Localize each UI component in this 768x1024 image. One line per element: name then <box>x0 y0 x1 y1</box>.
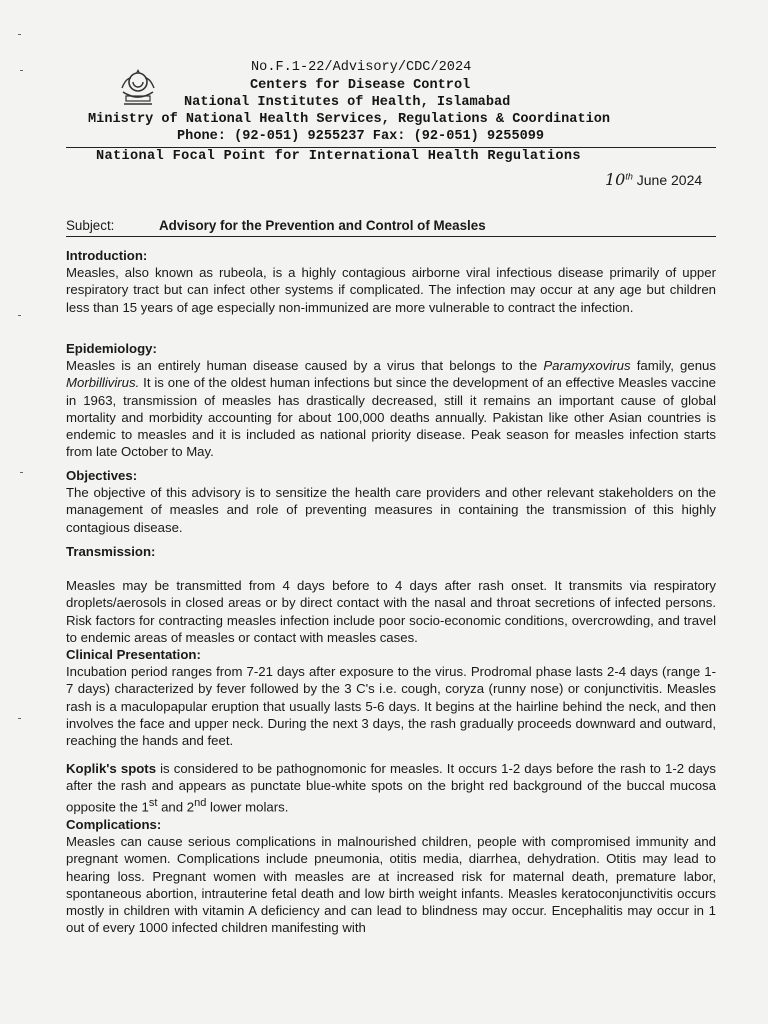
koplik-paragraph: Koplik's spots is considered to be pathognomonic for measles. It occurs 1-2 days before the rash to 1-2 days after the rash and appears as punctate blue-white spots on the bright red background of the buccal mucosa opposite the 1st and 2nd lower molars. <box>66 761 716 815</box>
subject-text: Advisory for the Prevention and Control of Measles <box>159 218 486 233</box>
complications-heading: Complications: <box>66 817 162 832</box>
header-rule <box>66 147 716 148</box>
section-epidemiology <box>66 340 716 460</box>
scan-mark <box>18 718 21 719</box>
date-suffix: th <box>625 171 633 182</box>
objectives-heading: Objectives: <box>66 468 138 483</box>
subject-rule <box>66 236 716 237</box>
contact-line: Phone: (92-051) 9255237 Fax: (92-051) 9255099 <box>177 129 545 144</box>
complications-body: Measles can cause serious complications in malnourished children, people with compromised immunity and pregnant women. Complications include pneumonia, otitis media, diarrhea, dehydration. Otitis may lead to hearing loss. Pregnant women with measles are at increased risk for maternal death, premature labor, spontaneous abortion, intrauterine fetal death and low birth weight infants. Measles keratoconjunctivitis occurs mostly in children with vitamin A deficiency and can lead to blindness may occur. Encephalitis may occur in 1 out of every 1000 infected children manifesting with <box>66 834 716 936</box>
clinical-body: Incubation period ranges from 7-21 days after exposure to the virus. Prodromal phase lasts 2-4 days (range 1-7 days) characterized by fever followed by the 3 C's i.e. cough, coryza (runny nose) or conjunctivitis. Measles rash is a maculopapular eruption that usually lasts 5-6 days. It begins at the hairline behind the neck, and then involves the face and upper neck. During the next 3 days, the rash gradually proceeds downward and outward, reaching the hands and feet. <box>66 664 716 749</box>
introduction-body: Measles, also known as rubeola, is a highly contagious airborne viral infectious disease primarily of upper respiratory tract but can infect other systems if complicated. The infection may occur at any age but children less than 15 years of age especially non-immunized are more vulnerable to contract the infection. <box>66 265 716 315</box>
scan-mark <box>20 472 23 473</box>
subject-label: Subject: <box>66 218 115 233</box>
date-day: 10 <box>605 170 626 189</box>
section-introduction <box>66 247 716 316</box>
ministry-name: Ministry of National Health Services, Regulations & Coordination <box>88 112 611 127</box>
scan-mark <box>18 34 21 35</box>
section-transmission <box>66 543 716 646</box>
introduction-heading: Introduction: <box>66 248 148 263</box>
clinical-heading: Clinical Presentation: <box>66 647 201 662</box>
koplik-term: Koplik's spots <box>66 761 157 777</box>
objectives-body: The objective of this advisory is to sensitize the health care providers and other relevant stakeholders on the management of measles and role of preventing measures in containing the transmission of this highly contagious disease. <box>66 485 716 535</box>
scan-mark <box>20 70 23 71</box>
epidemiology-body: Measles is an entirely human disease caused by a virus that belongs to the Paramyxovirus family, genus Morbillivirus. It is one of the oldest human infections but since the development of an effective Measles vaccine in 1963, transmission of measles has drastically decreased, still it remains an important cause of global mortality and morbidity accounting for about 100,000 deaths annually. Pakistan like other Asian countries is endemic to measles and it is included as national priority disease. Peak season for measles infection starts from late October to May. <box>66 358 716 460</box>
section-clinical-presentation <box>66 646 716 815</box>
family-name: Paramyxovirus <box>543 358 631 374</box>
transmission-body: Measles may be transmitted from 4 days before to 4 days after rash onset. It transmits via respiratory droplets/aerosols in closed areas or by direct contact with the nasal and throat secretions of infected persons. Risk factors for contracting measles infection include poor socio-economic conditions, overcrowding, and travel to endemic areas of measles or contact with measles cases. <box>66 578 716 645</box>
focal-point-line: National Focal Point for International Health Regulations <box>96 149 581 164</box>
org-name: Centers for Disease Control <box>250 78 471 93</box>
scan-mark <box>18 315 21 316</box>
epidemiology-heading: Epidemiology: <box>66 341 157 356</box>
section-complications <box>66 816 716 936</box>
section-objectives <box>66 467 716 536</box>
transmission-heading: Transmission: <box>66 544 156 559</box>
date-month-year: June 2024 <box>632 172 703 188</box>
genus-name: Morbillivirus. <box>66 375 140 391</box>
government-emblem-icon <box>118 66 158 110</box>
reference-number: No.F.1-22/Advisory/CDC/2024 <box>251 60 472 75</box>
letter-date <box>605 170 702 189</box>
institute-name: National Institutes of Health, Islamabad <box>184 95 511 110</box>
subject-line <box>66 218 486 233</box>
